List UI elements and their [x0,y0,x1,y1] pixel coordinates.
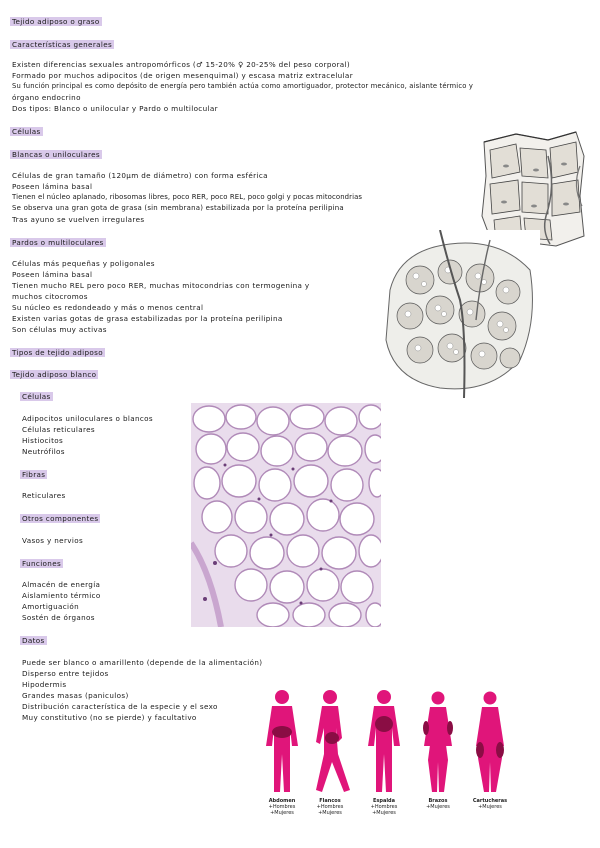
types-heading: Tipos de tejido adiposo [12,348,104,357]
brown-line: Tienen mucho REL pero poco RER, muchas mitocondrias con termogenina y [12,281,310,290]
data-line: Muy constitutivo (no se pierde) y facultativo [22,713,197,722]
wt-cells-line: Adipocitos uniloculares o blancos [22,414,154,423]
figure-caption-espalda: Espalda +Hombres +Mujeres [370,798,398,816]
brown-line: muchos citocromos [12,292,88,301]
figure-caption-abdomen: Abdomen +Hombres +Mujeres [268,798,296,816]
body-figure-cartucheras [476,692,504,793]
white-line: Poseen lámina basal [12,182,93,191]
wt-cells-line: Células reticulares [22,425,95,434]
cells-heading: Células [12,127,41,136]
other-line: Vasos y nervios [22,536,84,545]
white-line: Células de gran tamaño (120µm de diámetro) con forma esférica [12,171,268,180]
brown-adipocyte-illustration [380,230,540,398]
functions-line: Almacén de energía [22,580,101,589]
body-figure-abdomen [266,690,298,792]
white-line: Tienen el núcleo aplanado, ribosomas libres, poco RER, poco REL, poco golgi y pocas mitocondrias [12,193,363,201]
functions-line: Amortiguación [22,602,80,611]
white-line: Se observa una gran gota de grasa (sin membrana) estabilizada por la proteína perilipina [12,204,344,212]
page-title: Tejido adiposo o graso [12,17,100,26]
data-line: Hipodermis [22,680,67,689]
functions-line: Sostén de órganos [22,613,95,622]
wt-cells-line: Histiocitos [22,436,64,445]
functions-heading: Funciones [22,559,62,568]
body-figure-brazos [424,692,452,793]
data-heading: Datos [22,636,45,645]
figure-caption-cartucheras: Cartucheras +Mujeres [472,798,508,810]
brown-line: Son células muy activas [12,325,107,334]
white-adipose-histology-image [191,403,381,627]
wt-cells-line: Neutrófilos [22,447,65,456]
fat-distribution-figures [258,688,520,798]
data-line: Distribución característica de la especie y el sexo [22,702,218,711]
wt-cells-heading: Células [22,392,51,401]
general-heading: Características generales [12,40,113,49]
data-line: Puede ser blanco o amarillento (depende de la alimentación) [22,658,263,667]
brown-cells-heading: Pardos o multiloculares [12,238,104,247]
fibers-line: Reticulares [22,491,66,500]
general-line: Existen diferencias sexuales antropomórficos (♂ 15-20% ♀ 20-25% del peso corporal) [12,60,351,69]
fibers-heading: Fibras [22,470,46,479]
white-line: Tras ayuno se vuelven irregulares [12,215,145,224]
body-figure-espalda [368,690,400,792]
other-heading: Otros componentes [22,514,99,523]
figure-caption-brazos: Brazos +Mujeres [426,798,450,810]
data-line: Disperso entre tejidos [22,669,109,678]
general-line: Su función principal es como depósito de energía pero también actúa como amortiguador, protector mecánico, aislante térmico y [12,82,474,90]
brown-line: Existen varias gotas de grasa estabilizadas por la proteína perilipina [12,314,283,323]
general-line: Formado por muchos adipocitos (de origen mesenquimal) y escasa matriz extracelular [12,71,353,80]
brown-line: Su núcleo es redondeado y más o menos central [12,303,204,312]
data-line: Grandes masas (paniculos) [22,691,129,700]
brown-line: Células más pequeñas y poligonales [12,259,155,268]
general-line: Dos tipos: Blanco o unilocular y Pardo o multilocular [12,104,218,113]
white-cells-heading: Blancas o uniloculares [12,150,101,159]
general-line: órgano endocrino [12,93,81,102]
figure-caption-flancos: Flancos +Hombres +Mujeres [316,798,344,816]
functions-line: Aislamiento térmico [22,591,101,600]
brown-line: Poseen lámina basal [12,270,93,279]
white-tissue-heading: Tejido adiposo blanco [12,370,97,379]
